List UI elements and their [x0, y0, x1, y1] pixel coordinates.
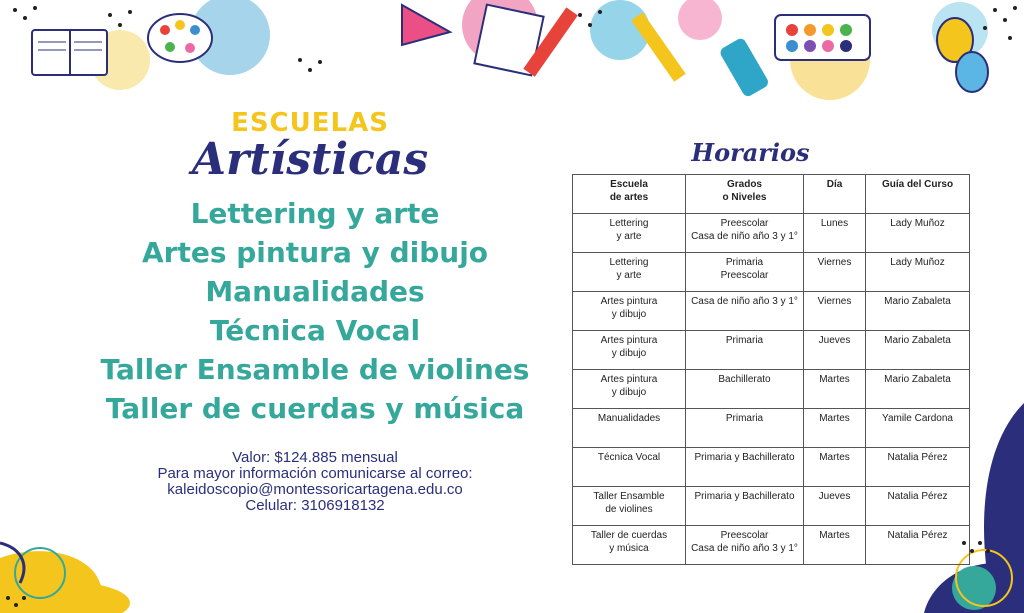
cell-guia: Mario Zabaleta — [866, 292, 970, 331]
cell-grados: Primaria y Bachillerato — [686, 448, 804, 487]
cell-dia: Jueves — [804, 487, 866, 526]
music-sheet-icon — [32, 30, 107, 75]
cell-escuela: Artes pintura y dibujo — [573, 370, 686, 409]
cell-guia: Yamile Cardona — [866, 409, 970, 448]
schedule-table — [572, 174, 970, 565]
table-row — [573, 292, 970, 331]
cell-dia: Martes — [804, 370, 866, 409]
cell-guia: Mario Zabaleta — [866, 370, 970, 409]
cell-escuela: Lettering y arte — [573, 214, 686, 253]
cell-guia: Lady Muñoz — [866, 214, 970, 253]
watercolor-set-icon — [775, 15, 870, 60]
paint-tube-icon — [718, 37, 770, 99]
cell-escuela: Artes pintura y dibujo — [573, 331, 686, 370]
cell-escuela: Lettering y arte — [573, 253, 686, 292]
table-row — [573, 214, 970, 253]
table-header-row — [573, 175, 970, 214]
cell-grados: Preescolar Casa de niño año 3 y 1° — [686, 214, 804, 253]
cell-grados: Preescolar Casa de niño año 3 y 1° — [686, 526, 804, 565]
school-item: Manualidades — [205, 275, 425, 308]
table-row — [573, 331, 970, 370]
cell-guia: Lady Muñoz — [866, 253, 970, 292]
contact-info — [90, 450, 540, 514]
cell-grados: Casa de niño año 3 y 1° — [686, 292, 804, 331]
table-row — [573, 526, 970, 565]
cell-guia: Natalia Pérez — [866, 526, 970, 565]
header-dia: Día — [804, 175, 866, 214]
cell-dia: Jueves — [804, 331, 866, 370]
schedule-title: Horarios — [691, 138, 810, 167]
schools-list — [90, 194, 540, 428]
school-item: Taller Ensamble de violines — [100, 353, 530, 386]
table-row — [573, 409, 970, 448]
paint-palette-icon — [148, 14, 212, 62]
school-item: Lettering y arte — [190, 197, 440, 230]
header-escuela: Escuela de artes — [573, 175, 686, 214]
cell-dia: Viernes — [804, 292, 866, 331]
decorative-splash-left — [0, 513, 180, 613]
cell-grados: Primaria y Bachillerato — [686, 487, 804, 526]
cell-guia: Natalia Pérez — [866, 487, 970, 526]
cell-escuela: Técnica Vocal — [573, 448, 686, 487]
cell-escuela: Taller Ensamble de violines — [573, 487, 686, 526]
cell-dia: Martes — [804, 526, 866, 565]
school-item: Artes pintura y dibujo — [141, 236, 489, 269]
school-item: Técnica Vocal — [209, 314, 421, 347]
title-artisticas: Artísticas — [191, 134, 429, 185]
cell-escuela: Manualidades — [573, 409, 686, 448]
email-text: kaleidoscopio@montessoricartagena.edu.co — [167, 481, 463, 498]
school-item: Taller de cuerdas y música — [105, 392, 525, 425]
table-row — [573, 370, 970, 409]
table-row — [573, 448, 970, 487]
cell-guia: Mario Zabaleta — [866, 331, 970, 370]
table-row — [573, 487, 970, 526]
cell-escuela: Artes pintura y dibujo — [573, 292, 686, 331]
table-row — [573, 253, 970, 292]
title-escuelas: ESCUELAS — [231, 108, 389, 138]
cell-grados: Primaria — [686, 409, 804, 448]
schedule-section — [572, 138, 969, 565]
cell-guia: Natalia Pérez — [866, 448, 970, 487]
cell-dia: Viernes — [804, 253, 866, 292]
cell-dia: Martes — [804, 409, 866, 448]
schools-section — [90, 108, 540, 514]
cell-dia: Lunes — [804, 214, 866, 253]
set-square-icon — [402, 5, 450, 45]
price-text: Valor: $124.885 mensual — [232, 449, 398, 466]
cell-grados: Primaria Preescolar — [686, 253, 804, 292]
cell-dia: Martes — [804, 448, 866, 487]
contact-text: Para mayor información comunicarse al correo: — [157, 465, 473, 482]
header-guia: Guía del Curso — [866, 175, 970, 214]
header-grados: Grados o Niveles — [686, 175, 804, 214]
cell-grados: Bachillerato — [686, 370, 804, 409]
phone-text: Celular: 3106918132 — [245, 497, 385, 514]
cell-escuela: Taller de cuerdas y música — [573, 526, 686, 565]
cell-grados: Primaria — [686, 331, 804, 370]
